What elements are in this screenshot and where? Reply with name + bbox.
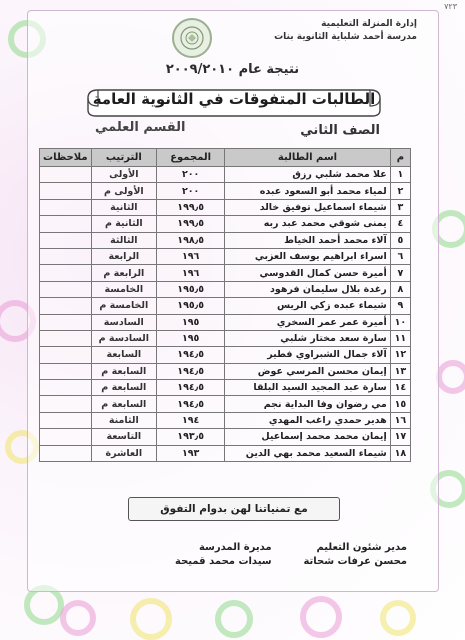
notes [40, 199, 92, 215]
student-name: لمياء محمد أبو السعود عبده [225, 183, 390, 199]
admin-line: إدارة المنزلة التعليمية [321, 19, 417, 29]
total-score: ١٩٤٫٥ [157, 396, 225, 412]
total-score: ١٩٥٫٥ [157, 281, 225, 297]
rank: التاسعة [91, 429, 156, 445]
signature-block-director [303, 541, 407, 569]
table-row [40, 314, 411, 330]
notes [40, 281, 92, 297]
principal-title: مديرة المدرسة [198, 542, 272, 553]
total-score: ١٩٨٫٥ [157, 232, 225, 248]
director-name: محسن عرفات شحاتة [303, 556, 407, 567]
total-score: ١٩٥ [157, 330, 225, 346]
table-row [40, 380, 411, 396]
student-name: سارة سعد مختار شلبي [225, 330, 390, 346]
rank: السادسة م [91, 330, 156, 346]
student-name: مي رضوان وفا البداية نجم [225, 396, 390, 412]
decorative-bubble [436, 360, 465, 394]
student-name: علا محمد شلبي رزق [225, 167, 390, 183]
total-score: ١٩٣٫٥ [157, 429, 225, 445]
rank: الأولى م [91, 183, 156, 199]
notes [40, 396, 92, 412]
table-header-row [40, 149, 411, 167]
results-table [39, 148, 411, 462]
banner-title: الطالبات المتفوقات في الثانوية العامة [92, 90, 376, 108]
row-number: ٢ [390, 183, 410, 199]
decorative-bubble [300, 596, 342, 638]
row-number: ١ [390, 167, 410, 183]
student-name: رغدة بلال سليمان فرهود [225, 281, 390, 297]
notes [40, 363, 92, 379]
student-name: آلاء جمال الشبراوي فطير [225, 347, 390, 363]
student-name: آلاء محمد أحمد الخياط [225, 232, 390, 248]
student-name: يمنى شوقي محمد عبد ربه [225, 216, 390, 232]
header-number: م [390, 149, 410, 167]
student-name: أميرة عمر عمر السخري [225, 314, 390, 330]
total-score: ١٩٤٫٥ [157, 380, 225, 396]
row-number: ١٣ [390, 363, 410, 379]
rank: الرابعة [91, 248, 156, 264]
total-score: ٢٠٠ [157, 183, 225, 199]
header-total: المجموع [157, 149, 225, 167]
total-score: ١٩٦ [157, 265, 225, 281]
total-score: ١٩٥ [157, 314, 225, 330]
notes [40, 183, 92, 199]
student-name: هدير حمدي راغب المهدي [225, 412, 390, 428]
total-score: ١٩٤ [157, 412, 225, 428]
notes [40, 232, 92, 248]
notes [40, 265, 92, 281]
notes [40, 167, 92, 183]
table-row [40, 298, 411, 314]
row-number: ١٨ [390, 445, 410, 461]
row-number: ٧ [390, 265, 410, 281]
student-name: أميرة حسن كمال القدوسي [225, 265, 390, 281]
result-year-title: نتيجة عام ٢٠٠٩/٢٠١٠ [165, 62, 300, 77]
student-name: اسراء ابراهيم يوسف العزبي [225, 248, 390, 264]
total-score: ١٩٩٫٥ [157, 199, 225, 215]
rank: السادسة [91, 314, 156, 330]
table-row [40, 216, 411, 232]
total-score: ١٩٣ [157, 445, 225, 461]
total-score: ١٩٥٫٥ [157, 298, 225, 314]
rank: الرابعة م [91, 265, 156, 281]
table-row [40, 281, 411, 297]
notes [40, 347, 92, 363]
department-label: القسم العلمي [95, 120, 186, 135]
school-logo-icon [172, 18, 212, 58]
table-row [40, 396, 411, 412]
school-header [274, 18, 417, 44]
rank: السابعة م [91, 363, 156, 379]
notes [40, 248, 92, 264]
student-name: شيماء السعيد محمد بهي الدين [225, 445, 390, 461]
header-rank: الترتيب [91, 149, 156, 167]
row-number: ١٧ [390, 429, 410, 445]
table-row [40, 232, 411, 248]
row-number: ٥ [390, 232, 410, 248]
notes [40, 216, 92, 232]
principal-name: سيدات محمد قميحة [175, 556, 272, 567]
header-notes: ملاحظات [40, 149, 92, 167]
row-number: ١٠ [390, 314, 410, 330]
rank: الخامسة م [91, 298, 156, 314]
table-row [40, 412, 411, 428]
student-name: شيماء اسماعيل توفيق خالد [225, 199, 390, 215]
notes [40, 314, 92, 330]
notes [40, 330, 92, 346]
table-row [40, 363, 411, 379]
notes [40, 429, 92, 445]
page-number: ٧٢٣ [444, 2, 457, 11]
rank: الخامسة [91, 281, 156, 297]
notes [40, 380, 92, 396]
table-row [40, 330, 411, 346]
decorative-bubble [130, 598, 172, 640]
rank: الثالثة [91, 232, 156, 248]
closing-message: مع تمنياتنا لهن بدوام التفوق [128, 497, 340, 521]
table-row [40, 265, 411, 281]
table-row [40, 347, 411, 363]
table-row [40, 167, 411, 183]
student-name: شيماء عبده زكي الريس [225, 298, 390, 314]
total-score: ١٩٤٫٥ [157, 363, 225, 379]
student-name: سارة عبد المجيد السيد البلقا [225, 380, 390, 396]
student-name: إيمان محسن المرسي عوض [225, 363, 390, 379]
notes [40, 298, 92, 314]
header-name: اسم الطالبة [225, 149, 390, 167]
rank: الثامنة [91, 412, 156, 428]
table-row [40, 429, 411, 445]
row-number: ١٦ [390, 412, 410, 428]
rank: الأولى [91, 167, 156, 183]
title-banner [84, 84, 384, 118]
rank: الثانية [91, 199, 156, 215]
decorative-bubble [215, 600, 253, 638]
signature-block-principal [175, 541, 272, 569]
director-title: مدير شئون التعليم [316, 542, 407, 553]
notes [40, 445, 92, 461]
total-score: ١٩٦ [157, 248, 225, 264]
table-row [40, 199, 411, 215]
table-row [40, 445, 411, 461]
rank: العاشرة [91, 445, 156, 461]
row-number: ١٢ [390, 347, 410, 363]
school-name: مدرسة أحمد شلباية الثانوية بنات [274, 32, 417, 42]
total-score: ١٩٤٫٥ [157, 347, 225, 363]
rank: الثانية م [91, 216, 156, 232]
row-number: ٨ [390, 281, 410, 297]
row-number: ١٤ [390, 380, 410, 396]
decorative-bubble [380, 600, 416, 636]
rank: السابعة [91, 347, 156, 363]
total-score: ١٩٩٫٥ [157, 216, 225, 232]
row-number: ٦ [390, 248, 410, 264]
row-number: ١١ [390, 330, 410, 346]
row-number: ٩ [390, 298, 410, 314]
total-score: ٢٠٠ [157, 167, 225, 183]
table-row [40, 183, 411, 199]
rank: السابعة م [91, 380, 156, 396]
table-row [40, 248, 411, 264]
row-number: ٤ [390, 216, 410, 232]
rank: السابعة م [91, 396, 156, 412]
notes [40, 412, 92, 428]
student-name: إيمان محمد محمد إسماعيل [225, 429, 390, 445]
row-number: ١٥ [390, 396, 410, 412]
decorative-bubble [60, 600, 96, 636]
grade-label: الصف الثاني [300, 123, 380, 138]
row-number: ٣ [390, 199, 410, 215]
